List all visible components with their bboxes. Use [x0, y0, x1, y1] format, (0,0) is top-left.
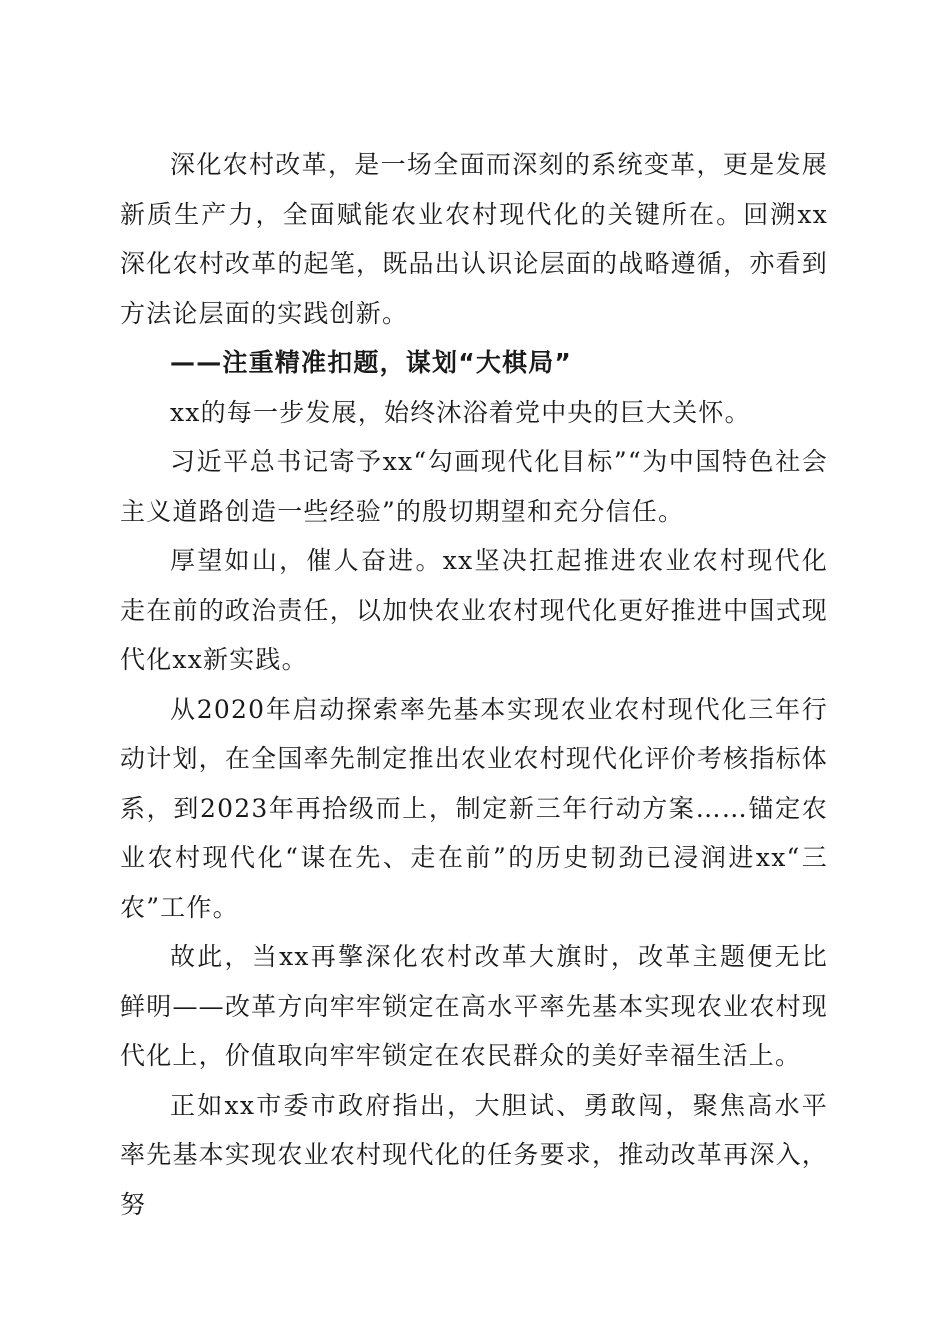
body-paragraph: 从2020年启动探索率先基本实现农业农村现代化三年行动计划，在全国率先制定推出农业农村现代化评价考核指标体系，到2023年再拾级而上，制定新三年行动方案……锚定农业农村现代化“谋在先、走在前”的历史韧劲已浸润进xx“三农”工作。 [120, 694, 828, 922]
body-paragraph: 习近平总书记寄予xx“勾画现代化目标”“为中国特色社会主义道路创造一些经验”的殷切期望和充分信任。 [120, 447, 828, 526]
body-paragraph: 正如xx市委市政府指出，大胆试、勇敢闯，聚焦高水平率先基本实现农业农村现代化的任务要求，推动改革再深入，努 [120, 1090, 828, 1219]
document-body [120, 140, 828, 1229]
section-heading: ——注重精准扣题，谋划“大棋局” [170, 348, 573, 377]
body-paragraph: 厚望如山，催人奋进。xx坚决扛起推进农业农村现代化走在前的政治责任，以加快农业农村现代化更好推进中国式现代化xx新实践。 [120, 546, 828, 674]
body-paragraph: 故此，当xx再擎深化农村改革大旗时，改革主题便无比鲜明——改革方向牢牢锁定在高水平率先基本实现农业农村现代化上，价值取向牢牢锁定在农民群众的美好幸福生活上。 [120, 942, 828, 1070]
body-paragraph: xx的每一步发展，始终沐浴着党中央的巨大关怀。 [170, 397, 751, 427]
body-paragraph: 深化农村改革，是一场全面而深刻的系统变革，更是发展新质生产力，全面赋能农业农村现代化的关键所在。回溯xx深化农村改革的起笔，既品出认识论层面的战略遵循，亦看到方法论层面的实践创新。 [120, 150, 828, 328]
